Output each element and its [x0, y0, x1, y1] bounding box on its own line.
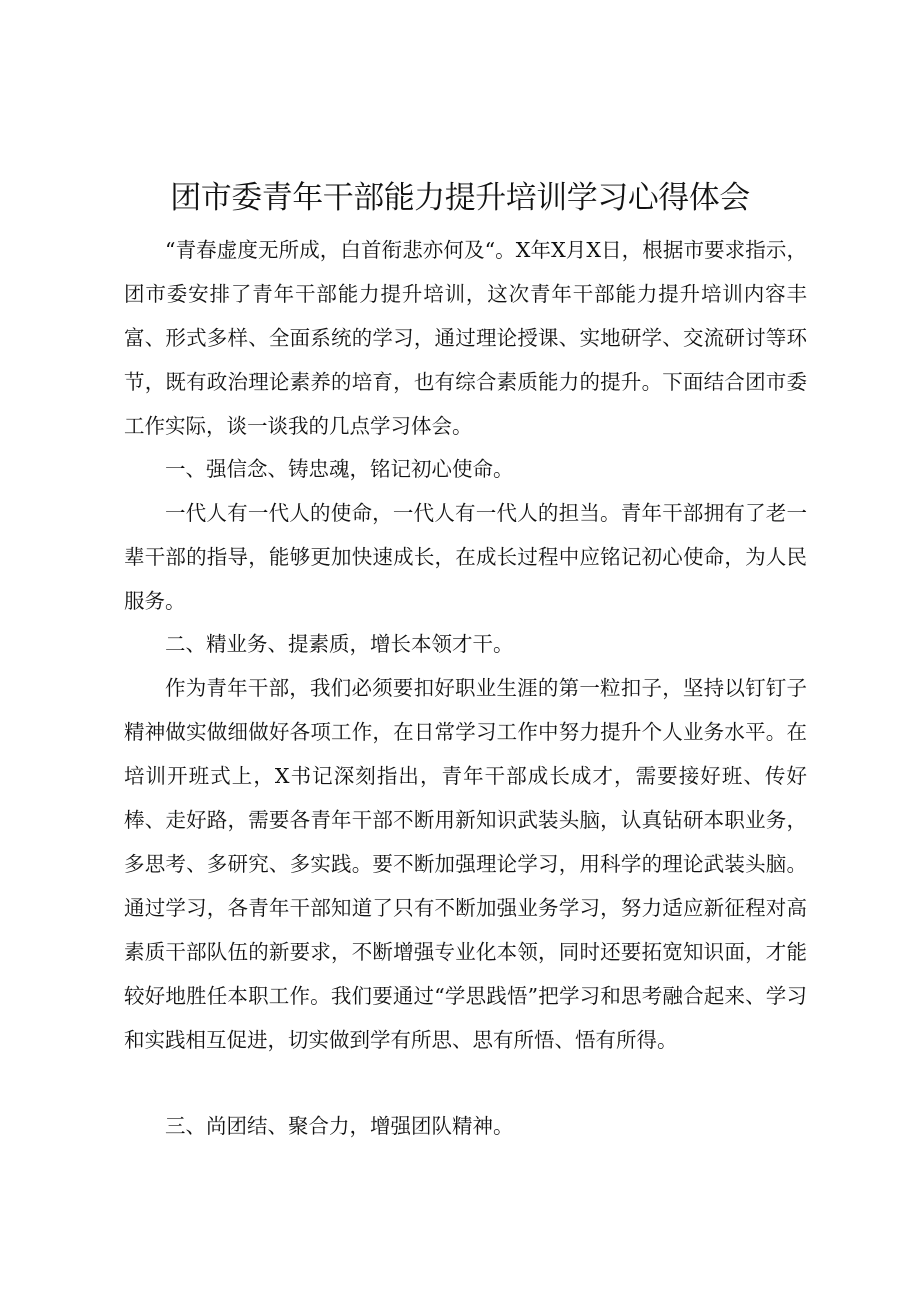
paragraph-intro: “青春虚度无所成，白首衔悲亦何及“。X年X月X日，根据市要求指示，团市委安排了青年干部能力提升培训，这次青年干部能力提升培训内容丰富、形式多样、全面系统的学习，通过理论授课、实地研学、交流研讨等环节，既有政治理论素养的培育，也有综合素质能力的提升。下面结合团市委工作实际，谈一谈我的几点学习体会。 [124, 238, 807, 438]
section-heading-1: 一、强信念、铸忠魂，铭记初心使命。 [165, 457, 514, 481]
section-heading-2: 二、精业务、提素质，增长本领才干。 [165, 632, 514, 656]
section-heading-3: 三、尚团结、聚合力，增强团队精神。 [165, 1114, 514, 1138]
paragraph-section-2: 作为青年干部，我们必须要扣好职业生涯的第一粒扣子，坚持以钉钉子精神做实做细做好各项工作，在日常学习工作中努力提升个人业务水平。在培训开班式上，X书记深刻指出，青年干部成长成才，需要接好班、传好棒、走好路，需要各青年干部不断用新知识武装头脑，认真钻研本职业务，多思考、多研究、多实践。要不断加强理论学习，用科学的理论武装头脑。通过学习，各青年干部知道了只有不断加强业务学习，努力适应新征程对高素质干部队伍的新要求，不断增强专业化本领，同时还要拓宽知识面，才能较好地胜任本职工作。我们要通过“学思践悟”把学习和思考融合起来、学习和实践相互促进，切实做到学有所思、思有所悟、悟有所得。 [124, 676, 807, 1052]
paragraph-section-1: 一代人有一代人的使命，一代人有一代人的担当。青年干部拥有了老一辈干部的指导，能够更加快速成长，在成长过程中应铭记初心使命，为人民服务。 [124, 501, 807, 613]
document-title: 团市委青年干部能力提升培训学习心得体会 [170, 180, 750, 216]
